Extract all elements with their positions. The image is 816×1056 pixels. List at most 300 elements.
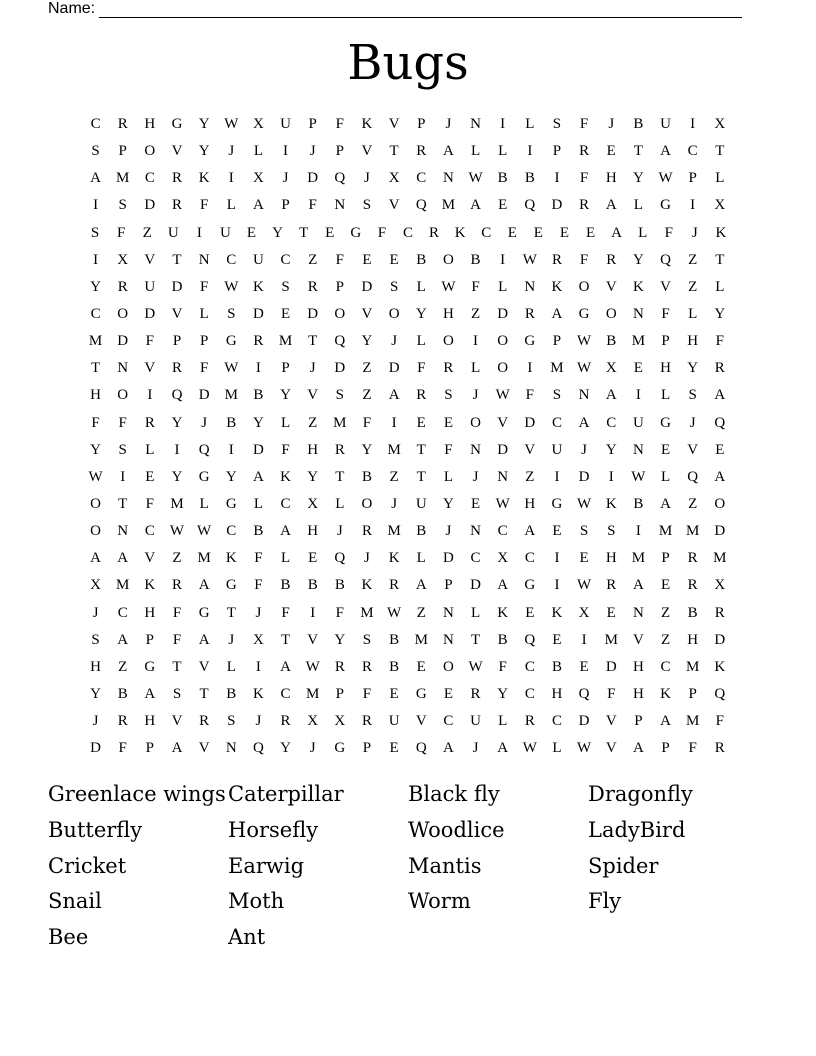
grid-letter: G <box>225 333 237 350</box>
grid-letter: D <box>252 306 264 323</box>
grid-letter: J <box>309 143 316 160</box>
grid-letter: J <box>472 740 479 757</box>
grid-letter: X <box>714 577 726 594</box>
grid-letter: C <box>280 686 291 703</box>
grid-letter: U <box>280 116 291 133</box>
grid-letter: R <box>606 251 617 268</box>
grid-letter: L <box>660 468 671 485</box>
grid-letter: V <box>605 278 617 295</box>
grid-letter: R <box>280 713 291 730</box>
grid-letter: N <box>632 441 644 458</box>
grid-letter: I <box>554 468 560 485</box>
grid-letter: G <box>415 686 427 703</box>
grid-letter: E <box>362 251 372 268</box>
grid-letter: O <box>361 496 373 513</box>
grid-letter: H <box>660 360 671 377</box>
grid-letter: D <box>497 441 509 458</box>
grid-letter: W <box>441 278 456 295</box>
grid-letter: T <box>416 441 426 458</box>
grid-letter: R <box>117 713 128 730</box>
grid-letter: S <box>552 387 562 404</box>
grid-letter: I <box>228 170 234 187</box>
grid-letter: T <box>335 468 345 485</box>
grid-letter: F <box>254 550 263 567</box>
grid-letter: Y <box>415 306 427 323</box>
grid-letter: L <box>715 278 725 295</box>
grid-letter: B <box>307 577 318 594</box>
grid-letter: I <box>527 360 533 377</box>
grid-letter: D <box>90 740 101 757</box>
grid-letter: P <box>172 333 182 350</box>
grid-letter: K <box>280 468 291 485</box>
word-list-item: LadyBird <box>588 817 686 842</box>
grid-letter: N <box>632 306 644 323</box>
grid-letter: X <box>714 116 726 133</box>
grid-letter: I <box>255 360 261 377</box>
grid-letter: R <box>524 713 535 730</box>
grid-letter: G <box>198 468 210 485</box>
grid-letter: L <box>416 278 426 295</box>
grid-letter: W <box>577 496 592 513</box>
word-list-item: Ant <box>228 925 266 950</box>
grid-letter: G <box>660 197 671 214</box>
grid-letter: D <box>361 278 373 295</box>
grid-letter: J <box>608 116 615 133</box>
word-list-item: Caterpillar <box>228 782 344 806</box>
grid-letter: D <box>171 278 183 295</box>
grid-letter: P <box>199 333 209 350</box>
grid-letter: H <box>524 496 536 513</box>
grid-letter: W <box>495 496 510 513</box>
grid-letter: R <box>606 577 617 594</box>
grid-letter: Z <box>525 468 535 485</box>
grid-letter: V <box>198 658 210 675</box>
grid-letter: K <box>361 577 373 594</box>
grid-letter: C <box>226 523 237 540</box>
grid-letter: R <box>579 197 590 214</box>
grid-letter: E <box>389 740 399 757</box>
grid-letter: W <box>169 523 185 540</box>
grid-letter: A <box>117 631 129 648</box>
grid-letter: A <box>470 197 481 214</box>
grid-letter: N <box>578 387 590 404</box>
grid-letter: E <box>325 224 335 241</box>
grid-letter: D <box>144 197 156 214</box>
grid-letter: P <box>634 713 643 730</box>
grid-letter: J <box>581 441 588 458</box>
grid-letter: D <box>470 577 481 594</box>
grid-letter: R <box>117 278 128 295</box>
grid-letter: R <box>144 414 155 431</box>
grid-letter: S <box>579 523 589 540</box>
grid-letter: K <box>551 278 563 295</box>
grid-letter: P <box>362 740 372 757</box>
grid-letter: D <box>117 333 129 350</box>
grid-row <box>82 111 734 138</box>
grid-letter: D <box>144 306 156 323</box>
grid-letter: J <box>255 713 262 730</box>
grid-letter: D <box>578 468 590 485</box>
grid-letter: S <box>90 224 100 241</box>
word-list <box>48 777 768 956</box>
grid-letter: O <box>90 523 101 540</box>
grid-letter: T <box>308 333 318 350</box>
grid-letter: T <box>470 631 481 648</box>
grid-letter: S <box>444 387 453 404</box>
grid-letter: V <box>171 306 183 323</box>
grid-letter: U <box>415 496 427 513</box>
grid-letter: A <box>660 496 671 513</box>
grid-letter: Y <box>687 360 699 377</box>
grid-letter: V <box>388 116 400 133</box>
grid-letter: D <box>334 360 346 377</box>
grid-letter: S <box>688 387 697 404</box>
grid-letter: O <box>470 414 481 431</box>
grid-row <box>82 382 734 409</box>
grid-letter: Y <box>198 116 210 133</box>
grid-letter: Y <box>307 468 319 485</box>
grid-letter: E <box>443 686 453 703</box>
grid-letter: W <box>468 170 483 187</box>
grid-letter: Z <box>308 414 318 431</box>
grid-letter: M <box>631 550 646 567</box>
grid-letter: V <box>361 143 373 160</box>
grid-letter: E <box>552 523 562 540</box>
grid-letter: X <box>388 170 400 187</box>
grid-letter: E <box>246 224 257 241</box>
grid-letter: I <box>554 170 560 187</box>
grid-letter: K <box>660 686 671 703</box>
grid-letter: W <box>577 360 592 377</box>
grid-letter: P <box>688 170 697 187</box>
grid-letter: G <box>578 306 590 323</box>
grid-letter: L <box>552 740 562 757</box>
grid-letter: N <box>442 170 454 187</box>
grid-letter: U <box>632 414 644 431</box>
grid-letter: M <box>685 713 700 730</box>
grid-letter: I <box>500 251 506 268</box>
word-list-item: Greenlace wings <box>48 782 226 806</box>
grid-letter: E <box>633 360 643 377</box>
grid-letter: W <box>387 604 402 621</box>
word-list-item: Bee <box>48 925 89 950</box>
grid-letter: B <box>524 170 535 187</box>
grid-letter: E <box>280 306 291 323</box>
grid-row <box>82 735 734 762</box>
grid-letter: H <box>144 713 156 730</box>
grid-letter: A <box>442 143 454 160</box>
grid-letter: P <box>661 740 670 757</box>
grid-letter: G <box>198 604 210 621</box>
grid-letter: N <box>198 251 210 268</box>
grid-letter: M <box>414 631 428 648</box>
grid-letter: X <box>117 251 129 268</box>
grid-letter: M <box>604 631 618 648</box>
grid-row <box>82 192 734 219</box>
grid-letter: N <box>524 278 536 295</box>
grid-letter: V <box>361 306 373 323</box>
grid-letter: R <box>117 116 128 133</box>
grid-letter: Z <box>688 278 698 295</box>
grid-letter: K <box>361 116 373 133</box>
grid-letter: J <box>445 116 452 133</box>
grid-letter: S <box>552 116 562 133</box>
grid-letter: K <box>388 550 400 567</box>
grid-letter: O <box>714 496 726 513</box>
grid-letter: Z <box>362 360 372 377</box>
grid-letter: M <box>441 197 456 214</box>
grid-letter: V <box>144 360 156 377</box>
grid-letter: H <box>687 333 699 350</box>
grid-letter: K <box>144 577 156 594</box>
grid-letter: F <box>579 116 589 133</box>
grid-letter: K <box>605 496 617 513</box>
grid-letter: A <box>280 658 291 675</box>
grid-letter: F <box>715 713 724 730</box>
grid-letter: F <box>281 604 290 621</box>
grid-letter: E <box>470 496 481 513</box>
grid-letter: Q <box>660 251 671 268</box>
grid-row <box>82 627 734 654</box>
grid-letter: F <box>118 414 127 431</box>
grid-letter: U <box>144 278 156 295</box>
grid-letter: L <box>199 306 209 323</box>
grid-letter: F <box>715 333 724 350</box>
grid-letter: H <box>307 441 319 458</box>
grid-letter: Y <box>90 686 101 703</box>
grid-letter: W <box>197 523 212 540</box>
grid-letter: Z <box>172 550 182 567</box>
grid-letter: A <box>611 224 623 241</box>
grid-letter: V <box>171 713 183 730</box>
grid-letter: F <box>607 686 616 703</box>
grid-row <box>82 491 734 518</box>
grid-letter: C <box>280 496 291 513</box>
grid-letter: B <box>416 251 427 268</box>
grid-letter: A <box>632 577 644 594</box>
grid-letter: J <box>282 170 289 187</box>
grid-letter: F <box>335 116 344 133</box>
grid-letter: P <box>335 143 344 160</box>
grid-letter: J <box>228 143 235 160</box>
grid-letter: Y <box>632 170 644 187</box>
grid-letter: G <box>551 496 563 513</box>
grid-letter: L <box>145 441 155 458</box>
grid-letter: X <box>307 713 319 730</box>
grid-row <box>82 165 734 192</box>
grid-letter: I <box>527 143 533 160</box>
grid-letter: S <box>118 197 127 214</box>
grid-letter: W <box>522 740 537 757</box>
grid-letter: C <box>117 604 128 621</box>
grid-letter: D <box>524 414 536 431</box>
grid-letter: Y <box>90 278 101 295</box>
grid-letter: F <box>362 414 372 431</box>
grid-letter: C <box>551 414 562 431</box>
grid-letter: P <box>308 116 317 133</box>
grid-letter: Z <box>362 387 372 404</box>
grid-letter: H <box>551 686 563 703</box>
grid-letter: I <box>196 224 202 241</box>
grid-letter: J <box>691 224 698 241</box>
grid-letter: I <box>608 468 614 485</box>
grid-letter: S <box>118 441 127 458</box>
grid-letter: C <box>551 713 562 730</box>
grid-letter: T <box>299 224 309 241</box>
grid-letter: T <box>416 468 426 485</box>
grid-letter: I <box>391 414 397 431</box>
grid-letter: E <box>389 251 399 268</box>
grid-row <box>82 681 734 708</box>
grid-letter: D <box>388 360 400 377</box>
grid-letter: T <box>633 143 643 160</box>
grid-letter: P <box>552 143 562 160</box>
grid-letter: E <box>507 224 517 241</box>
grid-letter: Z <box>416 604 426 621</box>
grid-letter: W <box>224 360 239 377</box>
grid-letter: O <box>334 306 346 323</box>
grid-letter: C <box>226 251 237 268</box>
grid-letter: H <box>605 550 617 567</box>
grid-letter: E <box>559 224 570 241</box>
grid-letter: Y <box>171 414 183 431</box>
grid-letter: H <box>307 523 319 540</box>
grid-letter: R <box>443 360 454 377</box>
grid-letter: F <box>145 496 155 513</box>
grid-letter: F <box>471 278 480 295</box>
grid-letter: K <box>497 604 509 621</box>
grid-letter: L <box>470 604 481 621</box>
grid-letter: I <box>473 333 479 350</box>
grid-letter: Z <box>470 306 481 323</box>
grid-letter: S <box>91 631 100 648</box>
grid-letter: L <box>633 197 643 214</box>
grid-row <box>82 600 734 627</box>
grid-letter: O <box>442 251 454 268</box>
grid-letter: V <box>632 631 644 648</box>
grid-letter: R <box>714 604 725 621</box>
grid-letter: S <box>389 278 399 295</box>
grid-letter: W <box>577 333 592 350</box>
grid-letter: L <box>253 143 263 160</box>
grid-letter: D <box>198 387 210 404</box>
grid-letter: B <box>389 631 400 648</box>
grid-letter: S <box>172 686 182 703</box>
grid-letter: G <box>524 577 536 594</box>
grid-letter: Q <box>198 441 210 458</box>
grid-letter: P <box>688 686 697 703</box>
grid-letter: L <box>226 197 236 214</box>
grid-letter: G <box>334 740 346 757</box>
grid-letter: E <box>606 604 616 621</box>
grid-letter: M <box>387 441 401 458</box>
grid-letter: J <box>336 523 343 540</box>
grid-letter: C <box>470 550 481 567</box>
grid-letter: A <box>605 387 617 404</box>
grid-letter: C <box>90 116 101 133</box>
grid-letter: J <box>364 170 370 187</box>
grid-letter: N <box>470 116 481 133</box>
grid-letter: T <box>90 360 101 377</box>
grid-letter: R <box>429 224 440 241</box>
grid-letter: L <box>470 143 481 160</box>
grid-letter: O <box>497 360 509 377</box>
word-list-item: Butterfly <box>48 817 143 842</box>
grid-letter: Y <box>361 333 373 350</box>
grid-letter: J <box>689 414 696 431</box>
grid-letter: Y <box>225 468 237 485</box>
grid-letter: V <box>307 631 319 648</box>
grid-letter: F <box>199 278 209 295</box>
grid-letter: L <box>688 306 698 323</box>
grid-letter: S <box>281 278 290 295</box>
grid-letter: R <box>253 333 264 350</box>
grid-letter: F <box>172 631 182 648</box>
grid-letter: M <box>658 523 673 540</box>
grid-letter: V <box>388 197 400 214</box>
grid-letter: R <box>416 143 427 160</box>
grid-letter: F <box>664 224 673 241</box>
grid-letter: I <box>93 251 99 268</box>
grid-letter: V <box>144 251 156 268</box>
grid-letter: I <box>581 631 587 648</box>
grid-letter: Y <box>497 686 509 703</box>
grid-letter: K <box>198 170 210 187</box>
grid-letter: E <box>389 686 399 703</box>
grid-letter: E <box>552 631 562 648</box>
grid-letter: W <box>224 116 239 133</box>
grid-letter: L <box>280 550 291 567</box>
grid-letter: A <box>660 713 671 730</box>
grid-letter: X <box>252 116 264 133</box>
grid-letter: A <box>442 740 454 757</box>
grid-letter: M <box>306 686 320 703</box>
grid-letter: C <box>524 686 535 703</box>
grid-letter: A <box>252 468 264 485</box>
grid-letter: M <box>116 577 130 594</box>
grid-letter: D <box>551 197 563 214</box>
grid-letter: Y <box>198 143 210 160</box>
grid-letter: T <box>226 604 236 621</box>
grid-letter: M <box>387 523 401 540</box>
grid-letter: R <box>551 251 562 268</box>
grid-letter: P <box>281 197 290 214</box>
word-list-item: Woodlice <box>408 817 505 842</box>
grid-letter: P <box>335 278 344 295</box>
grid-letter: R <box>714 360 725 377</box>
grid-letter: Q <box>334 550 346 567</box>
grid-letter: F <box>377 224 387 241</box>
grid-letter: J <box>309 740 316 757</box>
grid-letter: C <box>402 224 413 241</box>
grid-letter: F <box>417 360 426 377</box>
grid-letter: G <box>144 658 156 675</box>
grid-row <box>82 410 734 437</box>
grid-letter: I <box>690 116 696 133</box>
grid-letter: E <box>660 577 671 594</box>
grid-letter: R <box>361 658 372 675</box>
grid-letter: B <box>389 658 400 675</box>
grid-letter: T <box>280 631 291 648</box>
grid-letter: L <box>335 496 345 513</box>
grid-letter: E <box>585 224 596 241</box>
word-list-item: Spider <box>588 853 659 878</box>
grid-letter: W <box>577 740 592 757</box>
grid-letter: B <box>633 496 644 513</box>
grid-letter: I <box>147 387 153 404</box>
grid-letter: O <box>442 658 454 675</box>
grid-letter: A <box>90 550 101 567</box>
